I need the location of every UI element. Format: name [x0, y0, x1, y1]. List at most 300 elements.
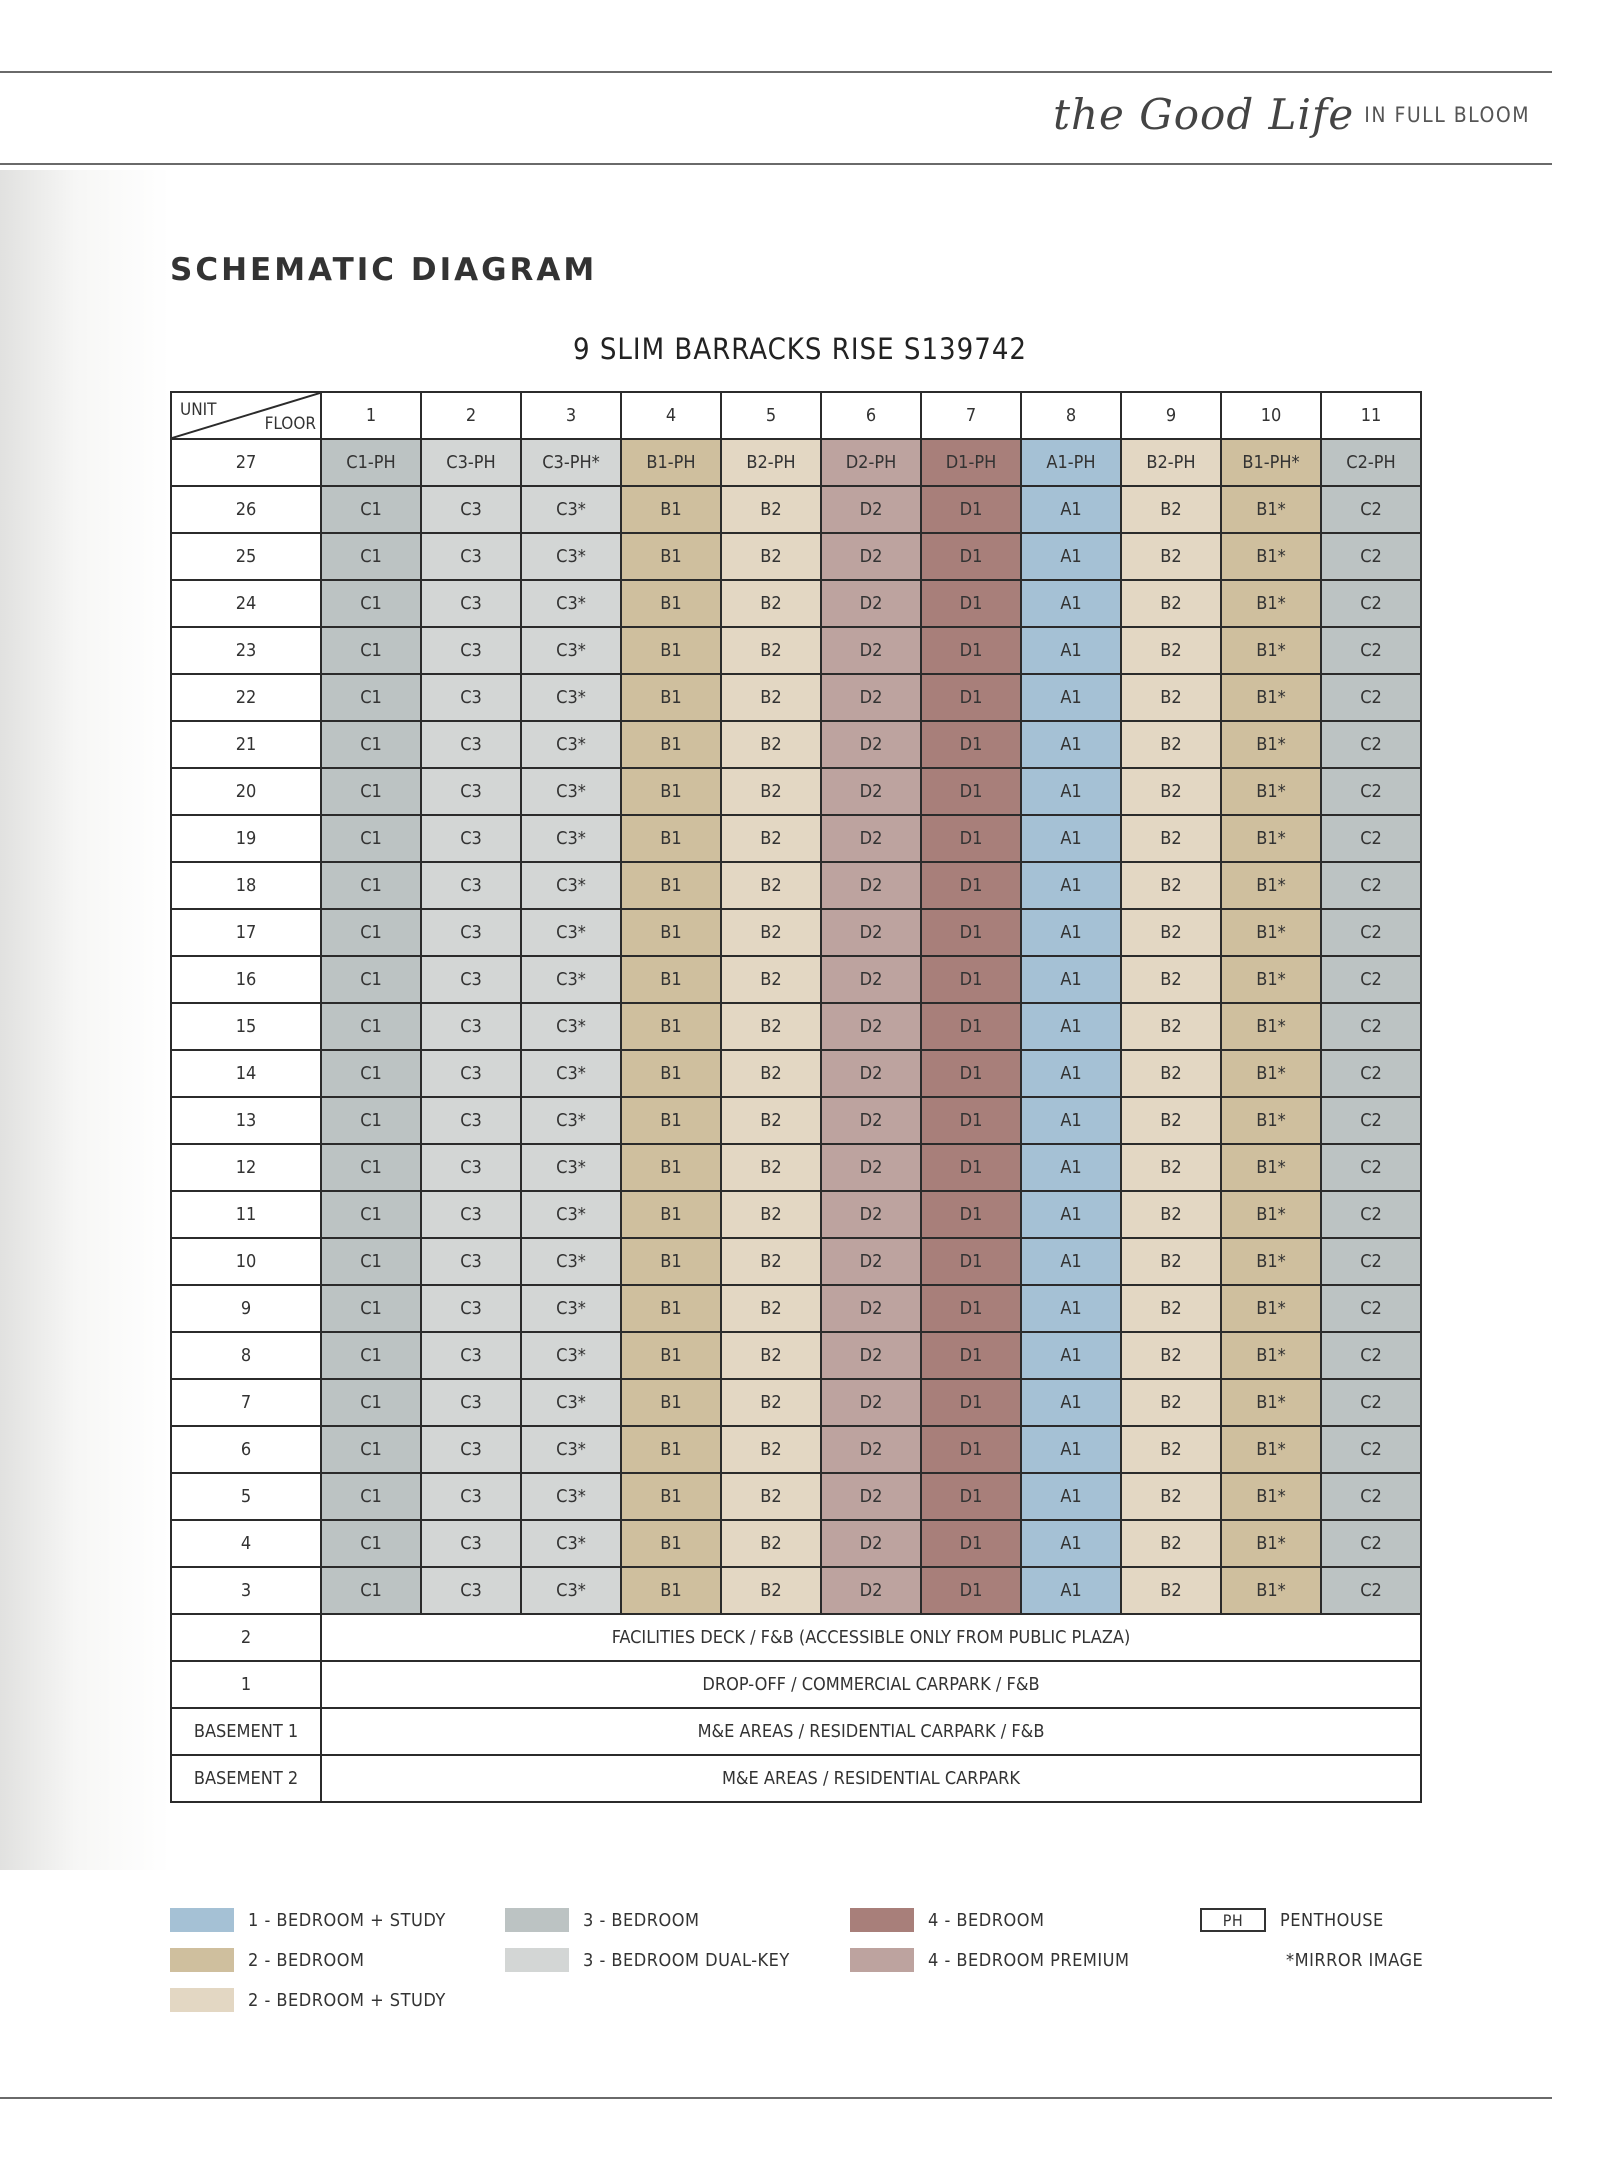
unit-type-cell: C3: [421, 1567, 521, 1614]
unit-type-cell: D1: [921, 1191, 1021, 1238]
unit-header-9: 9: [1121, 392, 1221, 439]
unit-type-cell: C1: [321, 580, 421, 627]
unit-label: UNIT: [180, 400, 217, 420]
unit-type-cell: C1: [321, 1520, 421, 1567]
unit-type-cell: D2: [821, 1332, 921, 1379]
unit-type-cell: D1: [921, 1050, 1021, 1097]
level-usage-cell: M&E AREAS / RESIDENTIAL CARPARK: [321, 1755, 1421, 1802]
unit-type-cell: C3: [421, 1238, 521, 1285]
unit-type-cell: B2: [1121, 1426, 1221, 1473]
legend-item: [505, 1908, 699, 1932]
floor-number: 9: [171, 1285, 321, 1332]
unit-type-cell: C2: [1321, 815, 1421, 862]
legend-item: [170, 1948, 364, 1972]
unit-type-cell: C3: [421, 1285, 521, 1332]
floor-row: [171, 674, 1421, 721]
unit-type-cell: C1: [321, 486, 421, 533]
unit-type-cell: D2: [821, 1097, 921, 1144]
floor-row: [171, 1473, 1421, 1520]
unit-type-cell: B2: [1121, 721, 1221, 768]
unit-header-8: 8: [1021, 392, 1121, 439]
legend-swatch: [170, 1948, 234, 1972]
lower-level-row: [171, 1755, 1421, 1802]
lower-level-row: [171, 1661, 1421, 1708]
unit-type-cell: C3: [421, 533, 521, 580]
floor-number: 6: [171, 1426, 321, 1473]
floor-number: 15: [171, 1003, 321, 1050]
unit-type-cell: D2: [821, 1567, 921, 1614]
unit-type-cell: C2: [1321, 1050, 1421, 1097]
floor-number: 7: [171, 1379, 321, 1426]
unit-type-cell: D2: [821, 1050, 921, 1097]
unit-type-cell: D2: [821, 1520, 921, 1567]
unit-type-cell: C3: [421, 1379, 521, 1426]
floor-number: 3: [171, 1567, 321, 1614]
floor-number: 2: [171, 1614, 321, 1661]
unit-type-cell: B2: [1121, 1238, 1221, 1285]
unit-header-11: 11: [1321, 392, 1421, 439]
unit-type-cell: A1: [1021, 862, 1121, 909]
unit-type-cell: D2-PH: [821, 439, 921, 486]
unit-type-cell: D2: [821, 1144, 921, 1191]
floor-number: 23: [171, 627, 321, 674]
unit-type-cell: D2: [821, 1191, 921, 1238]
floor-row: [171, 1332, 1421, 1379]
unit-type-cell: D1: [921, 1379, 1021, 1426]
unit-type-cell: B1*: [1221, 1050, 1321, 1097]
unit-type-cell: C2: [1321, 862, 1421, 909]
unit-type-cell: A1: [1021, 721, 1121, 768]
unit-type-cell: B2: [1121, 627, 1221, 674]
legend-item: [505, 1948, 790, 1972]
unit-type-cell: B2: [721, 1003, 821, 1050]
floor-number: 12: [171, 1144, 321, 1191]
legend-item: [170, 1988, 446, 2012]
unit-type-cell: B2: [1121, 1050, 1221, 1097]
unit-header-5: 5: [721, 392, 821, 439]
penthouse-label: PENTHOUSE: [1280, 1909, 1384, 1931]
unit-type-cell: C1: [321, 1473, 421, 1520]
unit-type-cell: C3: [421, 1191, 521, 1238]
unit-type-cell: B2: [1121, 862, 1221, 909]
unit-type-cell: C2: [1321, 1191, 1421, 1238]
unit-type-cell: B2: [1121, 956, 1221, 1003]
unit-type-cell: B1*: [1221, 580, 1321, 627]
unit-type-cell: B1: [621, 815, 721, 862]
background-shade: [0, 170, 170, 1870]
unit-type-cell: C2: [1321, 580, 1421, 627]
unit-type-cell: D1: [921, 674, 1021, 721]
unit-type-cell: C2: [1321, 1473, 1421, 1520]
unit-type-cell: B2: [1121, 674, 1221, 721]
unit-type-cell: C1: [321, 1238, 421, 1285]
unit-type-cell: C1: [321, 768, 421, 815]
unit-type-cell: A1: [1021, 1144, 1121, 1191]
unit-type-cell: B2: [1121, 815, 1221, 862]
unit-type-cell: C1: [321, 721, 421, 768]
unit-type-cell: B2: [721, 815, 821, 862]
unit-type-cell: A1: [1021, 1473, 1121, 1520]
unit-type-cell: C3*: [521, 909, 621, 956]
unit-type-cell: C1: [321, 1567, 421, 1614]
floor-row: [171, 1426, 1421, 1473]
page-title: SCHEMATIC DIAGRAM: [170, 252, 598, 288]
unit-type-cell: B1*: [1221, 721, 1321, 768]
unit-type-cell: C3: [421, 721, 521, 768]
unit-type-cell: C2: [1321, 1003, 1421, 1050]
unit-type-cell: C1: [321, 1003, 421, 1050]
unit-type-cell: C3*: [521, 1520, 621, 1567]
unit-type-cell: C3: [421, 815, 521, 862]
unit-type-cell: D1: [921, 909, 1021, 956]
unit-type-cell: B2: [721, 1285, 821, 1332]
unit-type-cell: D2: [821, 674, 921, 721]
floor-number: 26: [171, 486, 321, 533]
unit-type-cell: C3: [421, 1144, 521, 1191]
unit-type-cell: C3*: [521, 533, 621, 580]
unit-type-cell: C2: [1321, 533, 1421, 580]
unit-type-cell: C3*: [521, 674, 621, 721]
unit-type-cell: C3*: [521, 815, 621, 862]
unit-type-cell: A1: [1021, 1332, 1121, 1379]
unit-type-cell: B1: [621, 1426, 721, 1473]
unit-type-cell: C3: [421, 1003, 521, 1050]
unit-type-cell: D1: [921, 815, 1021, 862]
unit-type-cell: C1: [321, 956, 421, 1003]
unit-type-cell: C3*: [521, 1567, 621, 1614]
unit-type-cell: B1: [621, 768, 721, 815]
unit-type-cell: C2: [1321, 1285, 1421, 1332]
unit-type-cell: C2: [1321, 721, 1421, 768]
unit-type-cell: D1: [921, 1285, 1021, 1332]
footer-rule: [0, 2097, 1552, 2099]
floor-number: 1: [171, 1661, 321, 1708]
unit-type-cell: C2: [1321, 1238, 1421, 1285]
unit-type-cell: C3*: [521, 1426, 621, 1473]
floor-row: [171, 1050, 1421, 1097]
legend: [170, 1908, 1430, 2018]
unit-type-cell: C1: [321, 1379, 421, 1426]
unit-type-cell: A1: [1021, 1003, 1121, 1050]
lower-level-row: [171, 1708, 1421, 1755]
unit-type-cell: B1: [621, 909, 721, 956]
floor-number: 8: [171, 1332, 321, 1379]
unit-type-cell: B2: [1121, 1473, 1221, 1520]
unit-type-cell: D1: [921, 1097, 1021, 1144]
unit-type-cell: D2: [821, 862, 921, 909]
floor-number: BASEMENT 2: [171, 1755, 321, 1802]
unit-type-cell: B2: [1121, 1567, 1221, 1614]
unit-type-cell: B1: [621, 1238, 721, 1285]
unit-type-cell: D2: [821, 768, 921, 815]
unit-type-cell: C1: [321, 815, 421, 862]
unit-type-cell: B2: [721, 721, 821, 768]
unit-type-cell: D1: [921, 768, 1021, 815]
legend-label: 1 - BEDROOM + STUDY: [248, 1909, 446, 1931]
unit-type-cell: B1*: [1221, 1285, 1321, 1332]
floor-number: 18: [171, 862, 321, 909]
unit-type-cell: C3: [421, 1426, 521, 1473]
unit-type-cell: C3*: [521, 1285, 621, 1332]
unit-type-cell: B2: [1121, 1003, 1221, 1050]
legend-swatch: [170, 1988, 234, 2012]
unit-header-4: 4: [621, 392, 721, 439]
unit-type-cell: C3: [421, 1520, 521, 1567]
top-rule: [0, 71, 1552, 73]
legend-label: 4 - BEDROOM PREMIUM: [928, 1949, 1130, 1971]
unit-type-cell: C3: [421, 862, 521, 909]
floor-number: 19: [171, 815, 321, 862]
floor-row: [171, 580, 1421, 627]
unit-type-cell: C3: [421, 486, 521, 533]
unit-type-cell: B1*: [1221, 909, 1321, 956]
floor-row: [171, 768, 1421, 815]
unit-type-cell: D1: [921, 1238, 1021, 1285]
unit-type-cell: B1: [621, 1520, 721, 1567]
unit-type-cell: C2: [1321, 486, 1421, 533]
unit-type-cell: B1: [621, 1050, 721, 1097]
unit-type-cell: B2: [1121, 1332, 1221, 1379]
unit-type-cell: B1*: [1221, 956, 1321, 1003]
unit-type-cell: B1*: [1221, 627, 1321, 674]
unit-type-cell: B2-PH: [721, 439, 821, 486]
legend-swatch: [850, 1948, 914, 1972]
unit-type-cell: B1*: [1221, 1003, 1321, 1050]
unit-type-cell: B1*: [1221, 1379, 1321, 1426]
unit-type-cell: B1: [621, 1191, 721, 1238]
unit-type-cell: C3*: [521, 1379, 621, 1426]
unit-type-cell: B1*: [1221, 862, 1321, 909]
unit-type-cell: D2: [821, 486, 921, 533]
unit-type-cell: C3*: [521, 1473, 621, 1520]
unit-type-cell: B1-PH: [621, 439, 721, 486]
floor-number: 25: [171, 533, 321, 580]
unit-type-cell: B1: [621, 721, 721, 768]
floor-row: [171, 1520, 1421, 1567]
unit-type-cell: C2: [1321, 1379, 1421, 1426]
legend-label: 2 - BEDROOM: [248, 1949, 365, 1971]
unit-type-cell: C1: [321, 1144, 421, 1191]
schematic-table: [170, 391, 1422, 1803]
level-usage-cell: FACILITIES DECK / F&B (ACCESSIBLE ONLY FROM PUBLIC PLAZA): [321, 1614, 1421, 1661]
unit-type-cell: C1: [321, 862, 421, 909]
unit-type-cell: C1: [321, 533, 421, 580]
floor-number: 11: [171, 1191, 321, 1238]
legend-label: 4 - BEDROOM: [928, 1909, 1045, 1931]
unit-type-cell: B1*: [1221, 486, 1321, 533]
unit-type-cell: C3: [421, 909, 521, 956]
unit-type-cell: C3: [421, 1097, 521, 1144]
unit-type-cell: B2: [721, 1332, 821, 1379]
penthouse-box: PH: [1200, 1908, 1266, 1932]
floor-row: [171, 1379, 1421, 1426]
unit-type-cell: C3: [421, 1473, 521, 1520]
unit-type-cell: C1: [321, 1191, 421, 1238]
unit-type-cell: A1: [1021, 909, 1121, 956]
unit-type-cell: D1: [921, 1473, 1021, 1520]
unit-type-cell: D1: [921, 1332, 1021, 1379]
floor-label: FLOOR: [264, 414, 316, 434]
unit-type-cell: C2: [1321, 627, 1421, 674]
unit-type-cell: D1: [921, 721, 1021, 768]
brand-script: the Good Life: [1053, 90, 1355, 139]
unit-type-cell: D2: [821, 1285, 921, 1332]
unit-type-cell: A1: [1021, 1191, 1121, 1238]
unit-type-cell: C3*: [521, 1050, 621, 1097]
floor-number: 22: [171, 674, 321, 721]
unit-type-cell: B2: [721, 956, 821, 1003]
unit-type-cell: C2: [1321, 1567, 1421, 1614]
unit-type-cell: D1: [921, 1003, 1021, 1050]
unit-type-cell: B2: [721, 1426, 821, 1473]
floor-number: BASEMENT 1: [171, 1708, 321, 1755]
unit-type-cell: B2: [721, 1567, 821, 1614]
unit-type-cell: B2: [721, 1379, 821, 1426]
unit-type-cell: D2: [821, 815, 921, 862]
unit-type-cell: C3: [421, 1050, 521, 1097]
unit-type-cell: A1: [1021, 1520, 1121, 1567]
unit-type-cell: A1: [1021, 1426, 1121, 1473]
floor-row: [171, 815, 1421, 862]
unit-type-cell: C3*: [521, 1332, 621, 1379]
floor-row: [171, 1285, 1421, 1332]
unit-type-cell: B2: [721, 1144, 821, 1191]
floor-row-penthouse: [171, 439, 1421, 486]
unit-type-cell: B2: [1121, 533, 1221, 580]
unit-type-cell: A1: [1021, 1285, 1121, 1332]
unit-type-cell: D1: [921, 580, 1021, 627]
unit-type-cell: C1: [321, 1332, 421, 1379]
unit-type-cell: B2: [721, 533, 821, 580]
floor-number: 20: [171, 768, 321, 815]
floor-row: [171, 1144, 1421, 1191]
unit-type-cell: C2-PH: [1321, 439, 1421, 486]
floor-row: [171, 721, 1421, 768]
unit-type-cell: C2: [1321, 1097, 1421, 1144]
unit-type-cell: C2: [1321, 1332, 1421, 1379]
unit-type-cell: D2: [821, 533, 921, 580]
unit-type-cell: C1: [321, 909, 421, 956]
unit-type-cell: B2: [721, 1191, 821, 1238]
unit-type-cell: A1: [1021, 1050, 1121, 1097]
address-title: 9 SLIM BARRACKS RISE S139742: [572, 332, 1028, 366]
legend-item: [850, 1908, 1044, 1932]
unit-type-cell: D1: [921, 1144, 1021, 1191]
legend-swatch: [505, 1908, 569, 1932]
unit-type-cell: B1: [621, 1567, 721, 1614]
legend-label: 2 - BEDROOM + STUDY: [248, 1989, 446, 2011]
floor-number: 17: [171, 909, 321, 956]
unit-type-cell: B1: [621, 627, 721, 674]
unit-type-cell: C3-PH*: [521, 439, 621, 486]
floor-row: [171, 533, 1421, 580]
brand-tagline: IN FULL BLOOM: [1364, 102, 1530, 127]
unit-type-cell: B2: [721, 580, 821, 627]
unit-type-cell: C2: [1321, 909, 1421, 956]
unit-type-cell: C1: [321, 627, 421, 674]
unit-type-cell: D2: [821, 909, 921, 956]
lower-level-row: [171, 1614, 1421, 1661]
unit-type-cell: B1: [621, 674, 721, 721]
unit-type-cell: D1: [921, 1520, 1021, 1567]
unit-type-cell: B2-PH: [1121, 439, 1221, 486]
unit-type-cell: C2: [1321, 768, 1421, 815]
unit-type-cell: C3*: [521, 721, 621, 768]
unit-type-cell: B1*: [1221, 768, 1321, 815]
mirror-image-note: *MIRROR IMAGE: [1286, 1949, 1424, 1971]
legend-label: 3 - BEDROOM: [583, 1909, 700, 1931]
unit-type-cell: B1*: [1221, 1567, 1321, 1614]
unit-type-cell: C1: [321, 1426, 421, 1473]
unit-type-cell: A1: [1021, 1379, 1121, 1426]
unit-type-cell: B2: [721, 1473, 821, 1520]
legend-swatch: [850, 1908, 914, 1932]
unit-type-cell: A1: [1021, 956, 1121, 1003]
unit-type-cell: C3: [421, 580, 521, 627]
unit-type-cell: D2: [821, 1003, 921, 1050]
unit-type-cell: B2: [1121, 1520, 1221, 1567]
unit-type-cell: B1: [621, 1332, 721, 1379]
unit-type-cell: C3: [421, 1332, 521, 1379]
unit-type-cell: C3*: [521, 627, 621, 674]
unit-type-cell: B1: [621, 580, 721, 627]
unit-type-cell: D1: [921, 627, 1021, 674]
floor-row: [171, 1567, 1421, 1614]
unit-type-cell: B1: [621, 533, 721, 580]
legend-penthouse: [1200, 1908, 1384, 1932]
unit-header-10: 10: [1221, 392, 1321, 439]
floor-row: [171, 1003, 1421, 1050]
unit-type-cell: C3: [421, 768, 521, 815]
brand-logo: [1053, 90, 1530, 139]
unit-type-cell: D1: [921, 1426, 1021, 1473]
unit-type-cell: C3*: [521, 1003, 621, 1050]
unit-type-cell: C1: [321, 1097, 421, 1144]
unit-type-cell: B2: [721, 627, 821, 674]
unit-type-cell: B1: [621, 1097, 721, 1144]
floor-number: 21: [171, 721, 321, 768]
unit-type-cell: B2: [721, 862, 821, 909]
legend-swatch: [170, 1908, 234, 1932]
level-usage-cell: DROP-OFF / COMMERCIAL CARPARK / F&B: [321, 1661, 1421, 1708]
legend-item: [170, 1908, 446, 1932]
unit-type-cell: B1*: [1221, 674, 1321, 721]
floor-row: [171, 1238, 1421, 1285]
unit-type-cell: B1*: [1221, 1520, 1321, 1567]
unit-type-cell: C1: [321, 1050, 421, 1097]
unit-type-cell: C3*: [521, 1097, 621, 1144]
unit-type-cell: A1: [1021, 815, 1121, 862]
floor-number: 27: [171, 439, 321, 486]
unit-type-cell: B2: [1121, 1379, 1221, 1426]
unit-type-cell: D1: [921, 486, 1021, 533]
unit-type-cell: B2: [721, 486, 821, 533]
unit-type-cell: B2: [1121, 580, 1221, 627]
unit-type-cell: B1: [621, 1144, 721, 1191]
unit-type-cell: B2: [1121, 486, 1221, 533]
unit-type-cell: C3*: [521, 580, 621, 627]
unit-type-cell: A1-PH: [1021, 439, 1121, 486]
unit-type-cell: D2: [821, 721, 921, 768]
unit-type-cell: B1: [621, 956, 721, 1003]
unit-type-cell: B1*: [1221, 1332, 1321, 1379]
floor-row: [171, 1191, 1421, 1238]
floor-number: 16: [171, 956, 321, 1003]
unit-type-cell: B1*: [1221, 815, 1321, 862]
unit-type-cell: A1: [1021, 627, 1121, 674]
unit-header-1: 1: [321, 392, 421, 439]
unit-type-cell: B2: [1121, 909, 1221, 956]
